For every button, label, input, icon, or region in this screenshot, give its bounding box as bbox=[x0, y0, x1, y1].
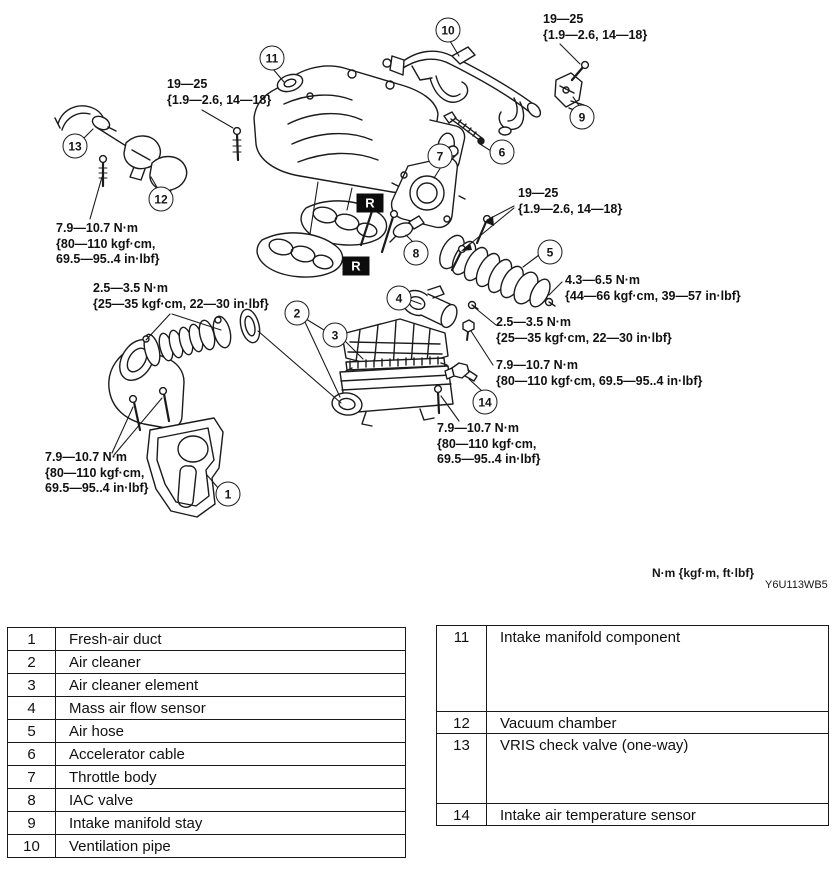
legend-label: Air hose bbox=[56, 720, 406, 743]
legend-number: 3 bbox=[8, 674, 56, 697]
torque-spec-note: 19—25 {1.9—2.6, 14—18} bbox=[543, 12, 648, 42]
callout-11: 11 bbox=[260, 46, 285, 71]
legend-number: 6 bbox=[8, 743, 56, 766]
legend-row-4 bbox=[8, 697, 406, 720]
legend-label: Fresh-air duct bbox=[56, 628, 406, 651]
torque-spec-note: 7.9—10.7 N·m {80—110 kgf·cm, 69.5—95..4 in·lbf} bbox=[496, 358, 703, 388]
callout-10: 10 bbox=[436, 18, 461, 43]
legend-number: 14 bbox=[437, 804, 487, 826]
legend-label: Mass air flow sensor bbox=[56, 697, 406, 720]
vacuum-chamber-art bbox=[96, 127, 187, 201]
legend-row-2 bbox=[8, 651, 406, 674]
torque-spec-note: 7.9—10.7 N·m {80—110 kgf·cm, 69.5—95..4 in·lbf} bbox=[45, 450, 149, 495]
legend-label: Intake manifold stay bbox=[56, 812, 406, 835]
figure-code: Y6U113WB5 bbox=[765, 579, 828, 591]
torque-spec-note: 19—25 {1.9—2.6, 14—18} bbox=[518, 186, 623, 216]
legend-row-5 bbox=[8, 720, 406, 743]
callout-12: 12 bbox=[149, 187, 174, 212]
legend-label: IAC valve bbox=[56, 789, 406, 812]
callout-5: 5 bbox=[538, 240, 563, 265]
legend-row-7 bbox=[8, 766, 406, 789]
torque-spec-note: 7.9—10.7 N·m {80—110 kgf·cm, 69.5—95..4 in·lbf} bbox=[437, 421, 541, 466]
legend-table-left bbox=[7, 627, 406, 858]
legend-number: 9 bbox=[8, 812, 56, 835]
torque-unit-note: N·m {kgf·m, ft·lbf} bbox=[652, 566, 754, 580]
legend-number: 2 bbox=[8, 651, 56, 674]
callout-7: 7 bbox=[428, 144, 453, 169]
legend-row-9 bbox=[8, 812, 406, 835]
legend-label: Intake air temperature sensor bbox=[487, 804, 829, 826]
legend-number: 4 bbox=[8, 697, 56, 720]
legend-label: Air cleaner bbox=[56, 651, 406, 674]
legend-number: 10 bbox=[8, 835, 56, 858]
callout-6: 6 bbox=[490, 140, 515, 165]
vris-check-valve-art bbox=[55, 106, 116, 132]
torque-spec-note: 2.5—3.5 N·m {25—35 kgf·cm, 22—30 in·lbf} bbox=[496, 315, 672, 345]
legend-row-11 bbox=[437, 626, 829, 712]
reuse-marker: R bbox=[343, 257, 370, 276]
legend-row-14 bbox=[437, 804, 829, 826]
legend-table-right bbox=[436, 625, 829, 826]
callout-13: 13 bbox=[63, 134, 88, 159]
callout-3: 3 bbox=[323, 323, 348, 348]
torque-spec-note: 7.9—10.7 N·m {80—110 kgf·cm, 69.5—95..4 in·lbf} bbox=[56, 221, 160, 266]
legend-number: 8 bbox=[8, 789, 56, 812]
legend-row-8 bbox=[8, 789, 406, 812]
legend-label: Intake manifold component bbox=[487, 626, 829, 712]
callout-2: 2 bbox=[285, 301, 310, 326]
small-sensor-art bbox=[463, 320, 474, 340]
callout-9: 9 bbox=[570, 105, 595, 130]
air-cleaner-art bbox=[331, 319, 453, 426]
legend-label: Throttle body bbox=[56, 766, 406, 789]
legend-row-3 bbox=[8, 674, 406, 697]
legend-label: Vacuum chamber bbox=[487, 712, 829, 734]
legend-row-6 bbox=[8, 743, 406, 766]
torque-spec-note: 19—25 {1.9—2.6, 14—18} bbox=[167, 77, 272, 107]
callout-14: 14 bbox=[473, 390, 498, 415]
torque-spec-note: 2.5—3.5 N·m {25—35 kgf·cm, 22—30 in·lbf} bbox=[93, 281, 269, 311]
legend-number: 12 bbox=[437, 712, 487, 734]
legend-label: VRIS check valve (one-way) bbox=[487, 734, 829, 804]
legend-row-13 bbox=[437, 734, 829, 804]
legend-number: 7 bbox=[8, 766, 56, 789]
reuse-marker: R bbox=[357, 194, 384, 213]
callout-1: 1 bbox=[216, 482, 241, 507]
callout-4: 4 bbox=[387, 286, 412, 311]
legend-number: 5 bbox=[8, 720, 56, 743]
legend-number: 13 bbox=[437, 734, 487, 804]
legend-row-12 bbox=[437, 712, 829, 734]
legend-number: 11 bbox=[437, 626, 487, 712]
legend-row-1 bbox=[8, 628, 406, 651]
legend-row-10 bbox=[8, 835, 406, 858]
intake-air-temp-sensor-art bbox=[445, 363, 477, 381]
torque-spec-note: 4.3—6.5 N·m {44—66 kgf·cm, 39—57 in·lbf} bbox=[565, 273, 741, 303]
legend-number: 1 bbox=[8, 628, 56, 651]
legend-label: Air cleaner element bbox=[56, 674, 406, 697]
callout-8: 8 bbox=[404, 241, 429, 266]
legend-label: Accelerator cable bbox=[56, 743, 406, 766]
legend-label: Ventilation pipe bbox=[56, 835, 406, 858]
